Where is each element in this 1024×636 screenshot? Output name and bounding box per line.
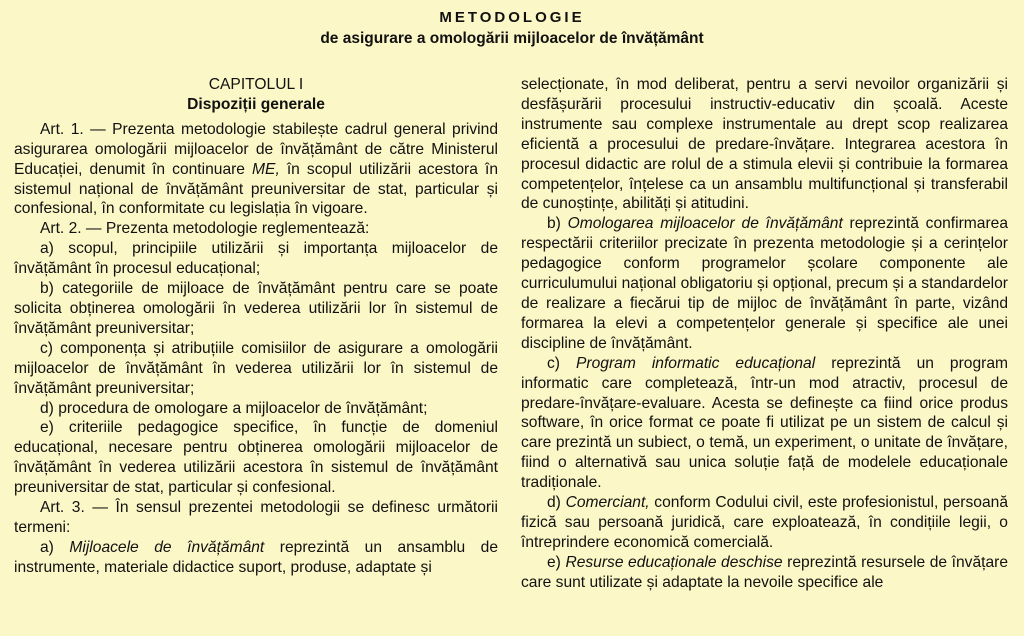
article-2-item-e: e) criteriile pedagogice specifice, în funcție de domeniul educațional, necesare pentru obținerea omologării mijloacelor de învățământ în vederea utilizării acestora în sistemul de învățământ preuniversitar de stat, particular și confesional. <box>14 419 498 497</box>
definition-c-prefix: c) <box>547 354 577 372</box>
article-2: Art. 2. — Prezenta metodologie reglementează: <box>40 220 370 238</box>
right-column <box>521 75 1008 593</box>
article-2-item-a: a) scopul, principiile utilizării și importanța mijloacelor de învățământ în procesul educațional; <box>14 240 498 278</box>
continuation-paragraph: selecționate, în mod deliberat, pentru a servi nevoilor organizării și desfășurării procesului instructiv-educativ din școală. Aceste instrumente sau complexe instrumentale au drept scop realizarea eficientă a procesului de predare-învățare. Integrarea acestora în procesul didactic are rolul de a stimula elevii și contribuie la formarea competențelor, înțelese ca un ansamblu multifuncțional și transferabil de cunoștințe, abilități și atitudini. <box>521 76 1008 213</box>
definition-d-term: Comerciant, <box>565 494 650 512</box>
chapter-heading: CAPITOLUL I <box>208 76 304 93</box>
definition-d <box>521 493 1008 553</box>
definition-b-term: Omologarea mijloacelor de învățământ <box>567 215 843 233</box>
definition-d-text: conform Codului civil, este profesionistul, persoană fizică sau persoană juridică, care exploatează, în condițiile legii, o întreprindere economică comercială. <box>521 494 1008 551</box>
definition-b <box>521 214 1008 353</box>
definition-e <box>521 553 1008 593</box>
article-2-item-c: c) componența și atribuțiile comisiilor de asigurare a omologării mijloacelor de învățământ în vederea utilizării lor în sistemul de învățământ preuniversitar; <box>14 339 498 397</box>
definition-b-prefix: b) <box>547 215 568 233</box>
article-3-item-a-text: reprezintă un ansamblu de instrumente, materiale didactice suport, produse, adaptate și <box>14 538 498 576</box>
article-2-item-b: b) categoriile de mijloace de învățământ pentru care se poate solicita obținerea omologării în vederea utilizării lor în sistemul de învățământ preuniversitar; <box>14 280 498 337</box>
article-2-item-d: d) procedura de omologare a mijloacelor de învățământ; <box>40 399 428 417</box>
definition-b-text: reprezintă confirmarea respectării criteriilor precizate în prezenta metodologie și a cerințelor pedagogice conform programelor școlare componente ale curriculumului național obligatoriu și opțional, precum și a standardelor de realizare a fiecărui tip de mijloc de învățământ în parte, vizând formarea la elevi a competențelor generale și specifice ale unei discipline de învățământ. <box>521 215 1008 352</box>
definition-c <box>521 354 1008 493</box>
definition-e-term: Resurse educaționale deschise <box>565 553 783 571</box>
article-1-text-b: în scopul utilizării acestora în sistemul național de învățământ preuniversitar de stat, particular și confesional, în conformitate cu legislația în vigoare. <box>14 160 498 218</box>
article-3-item-a-prefix: a) <box>40 538 70 556</box>
document-title: METODOLOGIE <box>439 9 585 26</box>
article-1 <box>14 120 498 220</box>
definition-e-prefix: e) <box>547 553 566 571</box>
definition-d-prefix: d) <box>547 494 566 512</box>
definition-c-text: reprezintă un program informatic care completează, într-un mod atractiv, procesul de predare-învățare-evaluare. Acesta se definește ca fiind orice produs software, în orice format ce poate fi utilizat pe un sistem de calcul și care prezintă un subiect, o temă, un experiment, o unitate de învățare, fiind o alternativă sau unica soluție față de modelele educaționale tradiționale. <box>521 354 1008 492</box>
chapter-title: Dispoziții generale <box>187 95 325 113</box>
article-3: Art. 3. — În sensul prezentei metodologii se definesc următorii termeni: <box>14 499 498 536</box>
definition-c-term: Program informatic educațional <box>576 354 816 372</box>
document-subtitle: de asigurare a omologării mijloacelor de învățământ <box>320 30 704 47</box>
article-1-text-a: Art. 1. — Prezenta metodologie stabilește cadrul general privind asigurarea omologării mijloacelor de învățământ de către Ministerul Educației, denumit în continuare <box>14 120 498 178</box>
article-1-me: ME, <box>252 160 280 178</box>
article-3-item-a-term: Mijloacele de învățământ <box>69 538 265 556</box>
left-column <box>14 75 498 578</box>
definition-e-text: reprezintă resursele de învățare care sunt utilizate și adaptate la nevoile specifice ale <box>521 553 1009 591</box>
article-3-item-a <box>14 538 498 578</box>
